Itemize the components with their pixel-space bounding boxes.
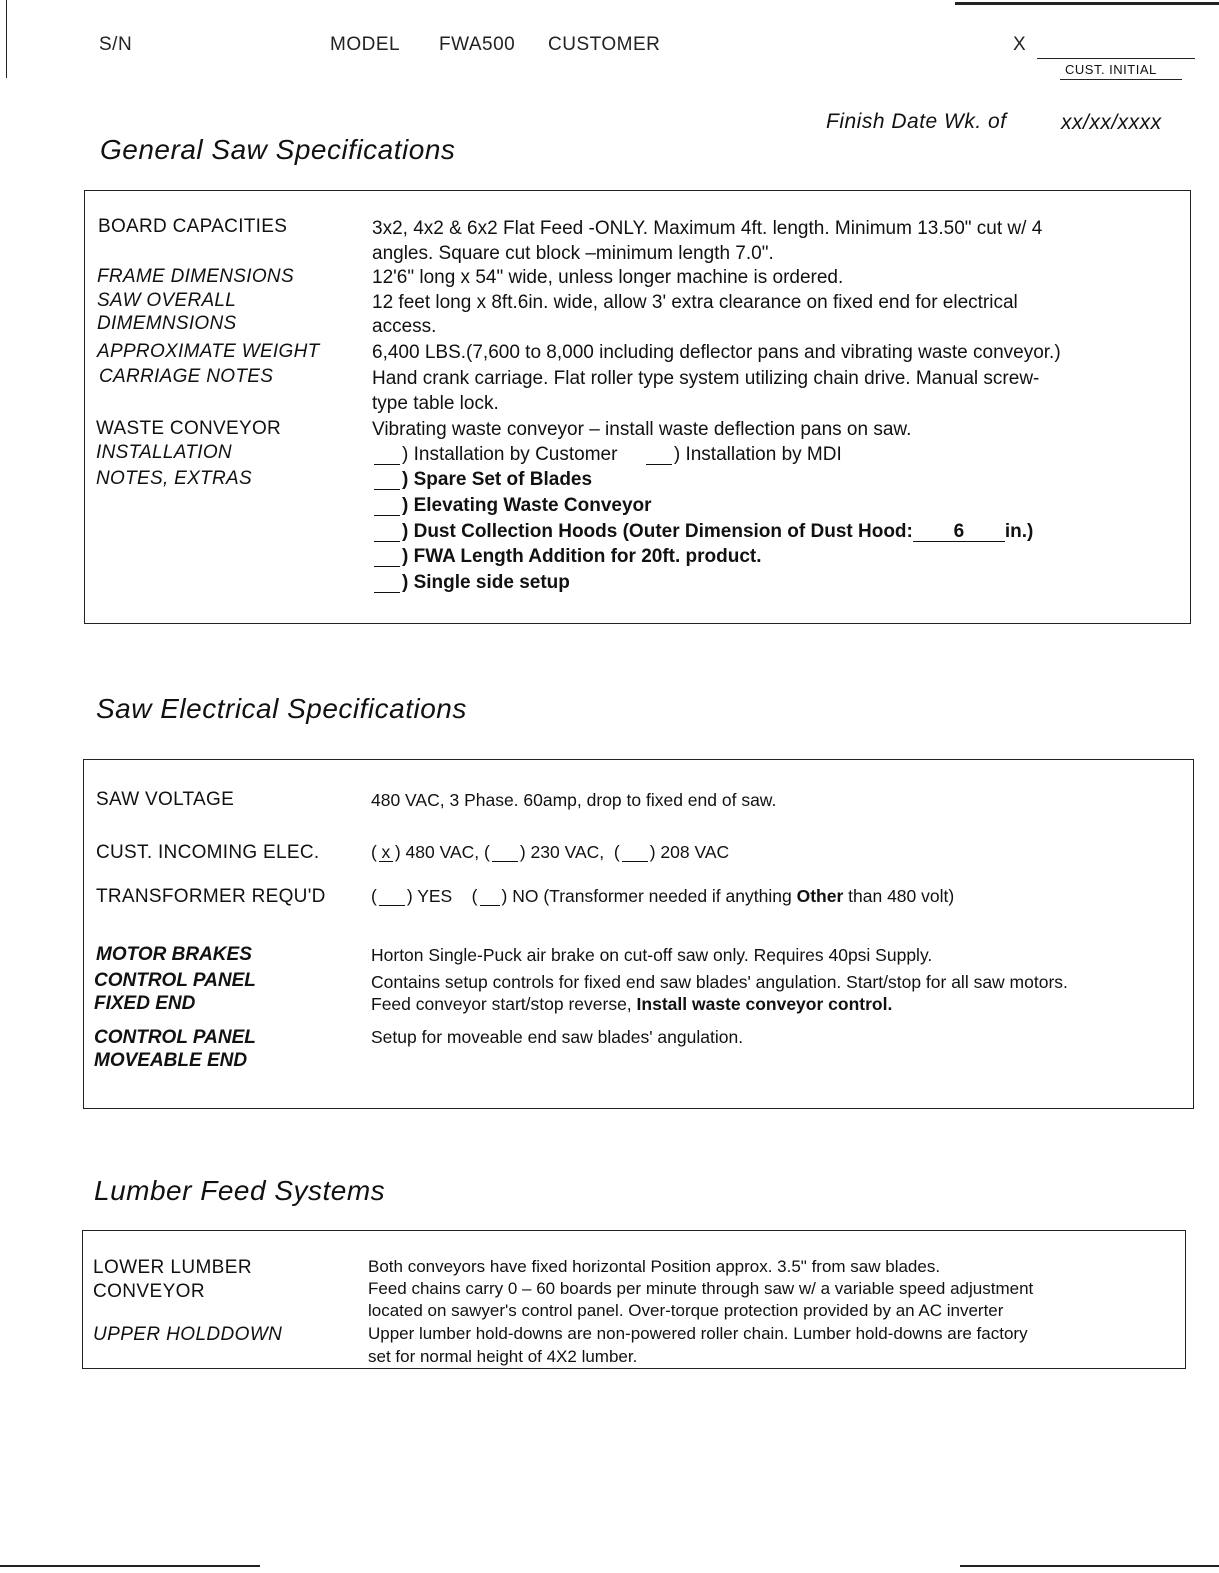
extra-single-checkbox[interactable] xyxy=(374,574,400,593)
top-right-edge-mark xyxy=(955,2,1219,5)
left-edge-mark xyxy=(6,0,7,78)
finish-date-label: Finish Date Wk. of xyxy=(826,110,1007,133)
dust-hood-unit: in.) xyxy=(1004,521,1034,542)
extra-single-row: ) Single side setup xyxy=(372,572,570,594)
electrical-title: Saw Electrical Specifications xyxy=(96,693,467,724)
extra-dust-checkbox[interactable] xyxy=(374,523,400,542)
incoming-row: ( x ) 480 VAC, ( ) 230 VAC, ( ) 208 VAC xyxy=(371,842,730,862)
initial-underline xyxy=(1060,79,1182,80)
bottom-right-edge-mark xyxy=(960,1565,1219,1567)
extra-blades-label: Spare Set of Blades xyxy=(413,469,593,490)
weight-value: 6,400 LBS.(7,600 to 8,000 including deflector pans and vibrating waste conveyor.) xyxy=(372,342,1061,363)
incoming-480-label: 480 VAC, xyxy=(405,842,480,862)
transformer-row: ( ) YES ( ) NO (Transformer needed if anything Other than 480 volt) xyxy=(371,886,955,906)
sn-label: S/N xyxy=(99,34,133,55)
transformer-tail: than 480 volt) xyxy=(848,886,955,906)
install-customer-checkbox[interactable] xyxy=(374,446,400,465)
electrical-specs-box xyxy=(83,759,1194,1109)
initial-line[interactable] xyxy=(1037,58,1195,59)
transformer-yes-label: YES xyxy=(417,886,453,906)
extra-dust-row: ) Dust Collection Hoods (Outer Dimension of Dust Hood: 6 in.) xyxy=(372,521,1033,543)
installation-row: ) Installation by Customer ) Installation by MDI xyxy=(372,444,842,466)
carriage-line-2: type table lock. xyxy=(372,393,499,414)
transformer-no-label: NO (Transformer needed if anything xyxy=(512,886,792,906)
lumber-line-4: Upper lumber hold-downs are non-powered roller chain. Lumber hold-downs are factory xyxy=(368,1324,1028,1343)
dust-hood-value: 6 xyxy=(953,521,965,542)
label-fixed-end: FIXED END xyxy=(94,993,196,1014)
extra-blades-row: ) Spare Set of Blades xyxy=(372,469,592,491)
transformer-no-checkbox[interactable] xyxy=(480,887,500,906)
transformer-other: Other xyxy=(796,886,844,906)
incoming-480-checkbox[interactable] xyxy=(379,843,393,862)
extra-elevating-checkbox[interactable] xyxy=(374,497,400,516)
incoming-208-label: 208 VAC xyxy=(660,842,730,862)
label-carriage-notes: CARRIAGE NOTES xyxy=(99,366,274,387)
label-approximate-weight: APPROXIMATE WEIGHT xyxy=(97,341,320,362)
incoming-check-mark: x xyxy=(381,842,391,862)
motor-brakes-value: Horton Single-Puck air brake on cut-off saw only. Requires 40psi Supply. xyxy=(371,945,933,965)
lumber-line-1: Both conveyors have fixed horizontal Position approx. 3.5" from saw blades. xyxy=(368,1257,941,1276)
carriage-line-1: Hand crank carriage. Flat roller type system utilizing chain drive. Manual screw- xyxy=(372,368,1040,389)
extra-single-label: Single side setup xyxy=(413,572,570,593)
label-waste-conveyor: WASTE CONVEYOR xyxy=(96,418,282,439)
incoming-230-label: 230 VAC, xyxy=(530,842,605,862)
dust-hood-field[interactable] xyxy=(913,523,1005,542)
bottom-left-edge-mark xyxy=(0,1565,260,1567)
extra-elevating-row: ) Elevating Waste Conveyor xyxy=(372,495,652,517)
incoming-230-checkbox[interactable] xyxy=(492,843,518,862)
label-conveyor: CONVEYOR xyxy=(93,1281,205,1302)
label-saw-overall: SAW OVERALL xyxy=(97,290,237,311)
model-value: FWA500 xyxy=(439,34,516,55)
cust-initial-label: CUST. INITIAL xyxy=(1065,62,1157,77)
transformer-yes-checkbox[interactable] xyxy=(379,887,405,906)
saw-overall-line-1: 12 feet long x 8ft.6in. wide, allow 3' extra clearance on fixed end for electrical xyxy=(372,292,1018,313)
label-upper-holddown: UPPER HOLDDOWN xyxy=(93,1324,283,1345)
label-transformer: TRANSFORMER REQU'D xyxy=(96,886,326,907)
label-installation: INSTALLATION xyxy=(96,442,232,463)
extra-length-row: ) FWA Length Addition for 20ft. product. xyxy=(372,546,762,568)
install-mdi-checkbox[interactable] xyxy=(646,446,672,465)
label-frame-dimensions: FRAME DIMENSIONS xyxy=(97,266,294,287)
board-capacities-line-1: 3x2, 4x2 & 6x2 Flat Feed -ONLY. Maximum 4ft. length. Minimum 13.50" cut w/ 4 xyxy=(372,218,1043,239)
lumber-line-3: located on sawyer's control panel. Over-torque protection provided by an AC inverter xyxy=(368,1301,1004,1320)
label-lower-lumber: LOWER LUMBER xyxy=(93,1257,252,1278)
extra-dust-label: Dust Collection Hoods (Outer Dimension of Dust Hood: xyxy=(413,521,913,542)
x-mark: X xyxy=(1013,34,1027,55)
label-cust-incoming: CUST. INCOMING ELEC. xyxy=(96,842,320,863)
model-label: MODEL xyxy=(330,34,401,55)
lumber-title: Lumber Feed Systems xyxy=(94,1175,386,1206)
fixed-end-line-2b: Install waste conveyor control. xyxy=(636,994,893,1014)
label-control-panel-2: CONTROL PANEL xyxy=(94,1027,256,1048)
install-mdi-label: Installation by MDI xyxy=(685,444,842,465)
install-customer-label: Installation by Customer xyxy=(413,444,618,465)
extra-length-checkbox[interactable] xyxy=(374,548,400,567)
general-title: General Saw Specifications xyxy=(100,134,456,165)
moveable-end-value: Setup for moveable end saw blades' angulation. xyxy=(371,1027,744,1047)
fixed-end-line-1: Contains setup controls for fixed end saw blades' angulation. Start/stop for all saw motors. xyxy=(371,972,1068,992)
label-dimensions: DIMEMNSIONS xyxy=(97,313,237,334)
label-board-capacities: BOARD CAPACITIES xyxy=(98,216,288,237)
label-moveable-end: MOVEABLE END xyxy=(94,1050,248,1071)
label-notes-extras: NOTES, EXTRAS xyxy=(96,468,252,489)
finish-date-value: xx/xx/xxxx xyxy=(1061,111,1162,134)
fixed-end-line-2a: Feed conveyor start/stop reverse, xyxy=(371,994,632,1014)
fixed-end-line-2 xyxy=(371,994,892,1015)
label-control-panel: CONTROL PANEL xyxy=(94,970,256,991)
saw-overall-line-2: access. xyxy=(372,316,437,337)
frame-dimensions-value: 12'6" long x 54" wide, unless longer machine is ordered. xyxy=(372,267,844,288)
extra-blades-checkbox[interactable] xyxy=(374,471,400,490)
extra-length-label: FWA Length Addition for 20ft. product. xyxy=(413,546,762,567)
incoming-208-checkbox[interactable] xyxy=(622,843,648,862)
lumber-line-5: set for normal height of 4X2 lumber. xyxy=(368,1347,638,1366)
label-saw-voltage: SAW VOLTAGE xyxy=(96,789,235,810)
saw-voltage-value: 480 VAC, 3 Phase. 60amp, drop to fixed end of saw. xyxy=(371,790,777,810)
label-motor-brakes: MOTOR BRAKES xyxy=(96,944,252,965)
waste-conveyor-value: Vibrating waste conveyor – install waste deflection pans on saw. xyxy=(372,419,912,440)
extra-elevating-label: Elevating Waste Conveyor xyxy=(413,495,652,516)
customer-label: CUSTOMER xyxy=(548,34,661,55)
board-capacities-line-2: angles. Square cut block –minimum length 7.0". xyxy=(372,243,774,264)
lumber-line-2: Feed chains carry 0 – 60 boards per minute through saw w/ a variable speed adjustment xyxy=(368,1279,1034,1298)
